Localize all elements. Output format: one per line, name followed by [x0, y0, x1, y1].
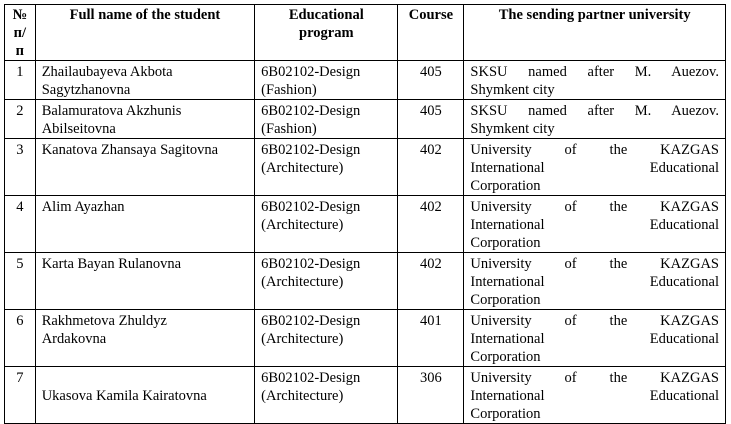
program-line: 6B02102-Design — [261, 370, 361, 386]
student-name-line: Sagytzhanovna — [41, 82, 131, 98]
row-number: 1 — [5, 61, 36, 100]
row-number: 5 — [5, 253, 36, 310]
student-name-line: Rakhmetova Zhuldyz — [41, 313, 167, 329]
student-name — [35, 310, 254, 367]
sending-university — [464, 253, 726, 310]
row-number: 4 — [5, 196, 36, 253]
header-university: The sending partner university — [464, 5, 726, 61]
educational-program — [255, 139, 398, 196]
educational-program — [255, 253, 398, 310]
student-name — [35, 196, 254, 253]
table-row — [5, 367, 726, 424]
student-name — [35, 367, 254, 424]
table-header-row — [5, 5, 726, 61]
student-name-line: Alim Ayazhan — [41, 199, 125, 215]
student-name-line: Abilseitovna — [41, 121, 116, 137]
table-row — [5, 61, 726, 100]
university-line: International Educational — [470, 217, 719, 233]
program-line: 6B02102-Design — [261, 199, 361, 215]
sending-university — [464, 61, 726, 100]
university-line: University of the KAZGAS — [470, 313, 719, 329]
student-name-line: Kanatova Zhansaya Sagitovna — [41, 142, 219, 158]
program-line: (Architecture) — [261, 388, 344, 404]
sending-university — [464, 139, 726, 196]
program-line: (Architecture) — [261, 217, 344, 233]
university-line: International Educational — [470, 331, 719, 347]
table-row — [5, 196, 726, 253]
header-number: № п/п — [5, 5, 36, 61]
table-row — [5, 253, 726, 310]
university-line: University of the KAZGAS — [470, 370, 719, 386]
program-line: (Fashion) — [261, 82, 317, 98]
course-number: 405 — [398, 100, 464, 139]
header-name: Full name of the student — [35, 5, 254, 61]
university-line: University of the KAZGAS — [470, 256, 719, 272]
university-line: Corporation — [470, 292, 541, 308]
student-name — [35, 139, 254, 196]
course-number: 405 — [398, 61, 464, 100]
educational-program — [255, 100, 398, 139]
row-number: 6 — [5, 310, 36, 367]
student-name-line: Ukasova Kamila Kairatovna — [41, 388, 207, 404]
educational-program — [255, 310, 398, 367]
course-number: 402 — [398, 196, 464, 253]
university-line: Corporation — [470, 235, 541, 251]
student-name-line: Karta Bayan Rulanovna — [41, 256, 182, 272]
row-number: 2 — [5, 100, 36, 139]
sending-university — [464, 196, 726, 253]
table-body — [5, 61, 726, 424]
student-name-line: Zhailaubayeva Akbota — [41, 64, 173, 80]
program-line: 6B02102-Design — [261, 142, 361, 158]
program-line: (Architecture) — [261, 160, 344, 176]
university-line: University of the KAZGAS — [470, 142, 719, 158]
educational-program — [255, 367, 398, 424]
student-name-line: Balamuratova Akzhunis — [41, 103, 182, 119]
educational-program — [255, 61, 398, 100]
university-line: International Educational — [470, 160, 719, 176]
program-line: (Architecture) — [261, 331, 344, 347]
program-line: 6B02102-Design — [261, 256, 361, 272]
course-number: 306 — [398, 367, 464, 424]
student-name — [35, 61, 254, 100]
sending-university — [464, 100, 726, 139]
table-row — [5, 310, 726, 367]
header-program: Educational program — [255, 5, 398, 61]
university-line: International Educational — [470, 388, 719, 404]
program-line: 6B02102-Design — [261, 313, 361, 329]
university-line: Shymkent city — [470, 82, 555, 98]
course-number: 402 — [398, 139, 464, 196]
student-name-line: Ardakovna — [41, 331, 107, 347]
header-course: Course — [398, 5, 464, 61]
students-table — [4, 4, 726, 424]
student-name — [35, 253, 254, 310]
sending-university — [464, 310, 726, 367]
table-row — [5, 100, 726, 139]
university-line: SKSU named after M. Auezov. — [470, 64, 719, 80]
row-number: 3 — [5, 139, 36, 196]
university-line: Corporation — [470, 349, 541, 365]
university-line: Corporation — [470, 406, 541, 422]
university-line: University of the KAZGAS — [470, 199, 719, 215]
table-row — [5, 139, 726, 196]
program-line: (Fashion) — [261, 121, 317, 137]
program-line: 6B02102-Design — [261, 103, 361, 119]
educational-program — [255, 196, 398, 253]
student-name — [35, 100, 254, 139]
row-number: 7 — [5, 367, 36, 424]
university-line: SKSU named after M. Auezov. — [470, 103, 719, 119]
university-line: Shymkent city — [470, 121, 555, 137]
course-number: 402 — [398, 253, 464, 310]
university-line: Corporation — [470, 178, 541, 194]
program-line: (Architecture) — [261, 274, 344, 290]
university-line: International Educational — [470, 274, 719, 290]
sending-university — [464, 367, 726, 424]
program-line: 6B02102-Design — [261, 64, 361, 80]
course-number: 401 — [398, 310, 464, 367]
